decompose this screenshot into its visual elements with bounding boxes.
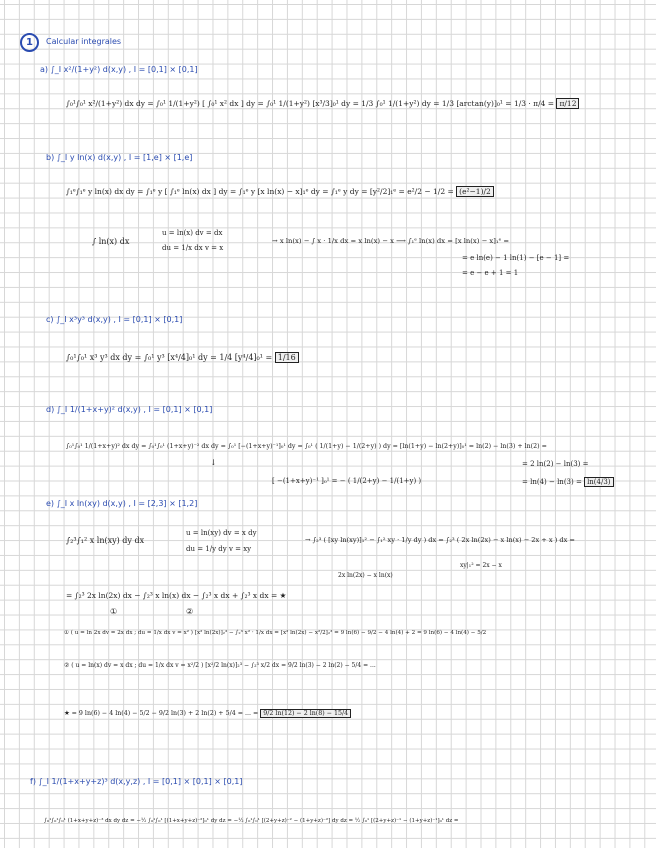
part-f-line1: ∫₀¹∫₀¹∫₀¹ (1+x+y+z)⁻³ dx dy dz = −½ ∫₀¹∫₀¹ [(1+x+y+z)⁻²]₀¹ dy dz = −½ ∫₀¹∫₀¹ [(2+y+z)⁻² − (1+y+z)⁻²] dy dz = ½ ∫₀¹ [(2+y+z)⁻¹ − (1+y+z)⁻¹]₀¹ dz = <box>44 818 459 824</box>
part-e-note2: xy|₁² = 2x − x <box>460 562 502 569</box>
part-b-line1 <box>66 186 494 197</box>
part-b-eval2: = e − e + 1 = 1 <box>462 269 519 277</box>
part-d-arrow: ↓ <box>210 458 217 467</box>
part-b-result: (e²−1)/2 <box>456 186 494 197</box>
part-e-parts-u: u = ln(xy) dv = x dy <box>186 529 257 537</box>
part-e-final <box>64 708 351 719</box>
part-b-parts-du: du = 1/x dx v = x <box>162 244 224 252</box>
part-d-r1: = 2 ln(2) − ln(3) = <box>522 460 589 468</box>
part-f-header: f) ∫_I 1/(1+x+y+z)³ d(x,y,z) , I = [0,1] × [0,1] × [0,1] <box>30 777 243 786</box>
part-b-parts-integral: ∫ ln(x) dx <box>92 237 130 246</box>
part-a-line1 <box>66 98 579 109</box>
part-a-derivation: ∫₀¹∫₀¹ x²/(1+y²) dx dy = ∫₀¹ 1/(1+y²) [ ∫₀¹ x² dx ] dy = ∫₀¹ 1/(1+y²) [x³/3]₀¹ dy = 1/3 ∫₀¹ 1/(1+y²) dy = 1/3 [arctan(y)]₀¹ = 1/3 · π/4 = <box>66 99 555 108</box>
part-e-line2: = ∫₂³ 2x ln(2x) dx − ∫₂³ x ln(x) dx − ∫₂³ x dx + ∫₂³ x dx = ★ <box>66 591 287 600</box>
part-d-result: ln(4/3) <box>584 477 613 487</box>
part-b-header: b) ∫_I y ln(x) d(x,y) , I = [1,e] × [1,e] <box>46 153 193 162</box>
part-e-p2: ② ( u = ln(x) dv = x dx ; du = 1/x dx v = x²/2 ) [x²/2 ln(x)]₂³ − ∫₂³ x/2 dx = 9/2 ln(3) − 2 ln(2) − 5/4 = ... <box>64 662 376 669</box>
part-a-header: a) ∫_I x²/(1+y²) d(x,y) , I = [0,1] × [0,1] <box>40 65 198 74</box>
part-e-line1-rhs: → ∫₂³ ( [xy ln(xy)]₁² − ∫₁² xy · 1/y dy ) dx = ∫₂³ ( 2x ln(2x) − x ln(x) − 2x + x ) dx = <box>305 536 575 544</box>
part-e-line1: ∫₂³∫₁² x ln(xy) dy dx <box>66 536 145 545</box>
part-b-parts-rhs: → x ln(x) − ∫ x · 1/x dx = x ln(x) − x ⟶ ∫₁ᵉ ln(x) dx = [x ln(x) − x]₁ᵉ = <box>272 237 510 245</box>
part-c-derivation: ∫₀¹∫₀¹ x³ y³ dx dy = ∫₀¹ y³ [x⁴/4]₀¹ dy = 1/4 [y⁴/4]₀¹ = <box>66 353 273 362</box>
part-e-label2: ② <box>186 607 194 616</box>
part-e-label1: ① <box>110 607 118 616</box>
part-b-eval1: = e ln(e) − 1 ln(1) − [e − 1] = <box>462 254 570 262</box>
part-e-note1: 2x ln(2x) − x ln(x) <box>338 572 393 579</box>
part-b-parts-u: u = ln(x) dv = dx <box>162 229 223 237</box>
part-b-derivation: ∫₁ᵉ∫₁ᵉ y ln(x) dx dy = ∫₁ᵉ y [ ∫₁ᵉ ln(x) dx ] dy = ∫₁ᵉ y [x ln(x) − x]₁ᵉ dy = ∫₁ᵉ y dy = [y²/2]₁ᵉ = e²/2 − 1/2 = <box>66 187 454 196</box>
part-e-final-lhs: ★ = 9 ln(6) − 4 ln(4) − 5/2 − 9/2 ln(3) + 2 ln(2) + 5/4 = ... = <box>64 710 259 717</box>
part-e-result: 9/2 ln(12) − 2 ln(8) − 15/4 <box>260 709 351 718</box>
part-c-line1 <box>66 352 299 363</box>
part-e-header: e) ∫_I x ln(xy) d(x,y) , I = [2,3] × [1,2] <box>46 499 198 508</box>
part-e-p1: ① ( u = ln 2x dv = 2x dx ; du = 1/x dx v = x² ) [x² ln(2x)]₂³ − ∫₂³ x² · 1/x dx = [x² ln(2x) − x²/2]₂³ = 9 ln(6) − 9/2 − 4 ln(4) + 2 = 9 ln(6) − 4 ln(4) − 5/2 <box>64 630 487 636</box>
part-d-line1: ∫₀¹∫₀¹ 1/(1+x+y)² dx dy = ∫₀¹∫₀¹ (1+x+y)⁻² dx dy = ∫₀¹ [−(1+x+y)⁻¹]₀¹ dy = ∫₀¹ ( 1/(1+y) − 1/(2+y) ) dy = [ln(1+y) − ln(2+y)]₀¹ = ln(2) − ln(3) + ln(2) = <box>66 443 547 450</box>
part-c-header: c) ∫_I x³y³ d(x,y) , I = [0,1] × [0,1] <box>46 315 183 324</box>
part-d-header: d) ∫_I 1/(1+x+y)² d(x,y) , I = [0,1] × [0,1] <box>46 405 213 414</box>
page-title: Calcular integrales <box>46 37 122 46</box>
part-d-sub: [ −(1+x+y)⁻¹ ]₀¹ = − ( 1/(2+y) − 1/(1+y) ) <box>272 477 422 485</box>
part-e-parts-du: du = 1/y dy v = xy <box>186 545 252 553</box>
part-c-result: 1/16 <box>275 352 299 363</box>
exercise-number-badge: 1 <box>20 33 39 52</box>
part-a-result: π/12 <box>556 98 579 109</box>
part-d-r2-text: = ln(4) − ln(3) = <box>522 478 582 486</box>
part-d-r2 <box>522 477 614 488</box>
